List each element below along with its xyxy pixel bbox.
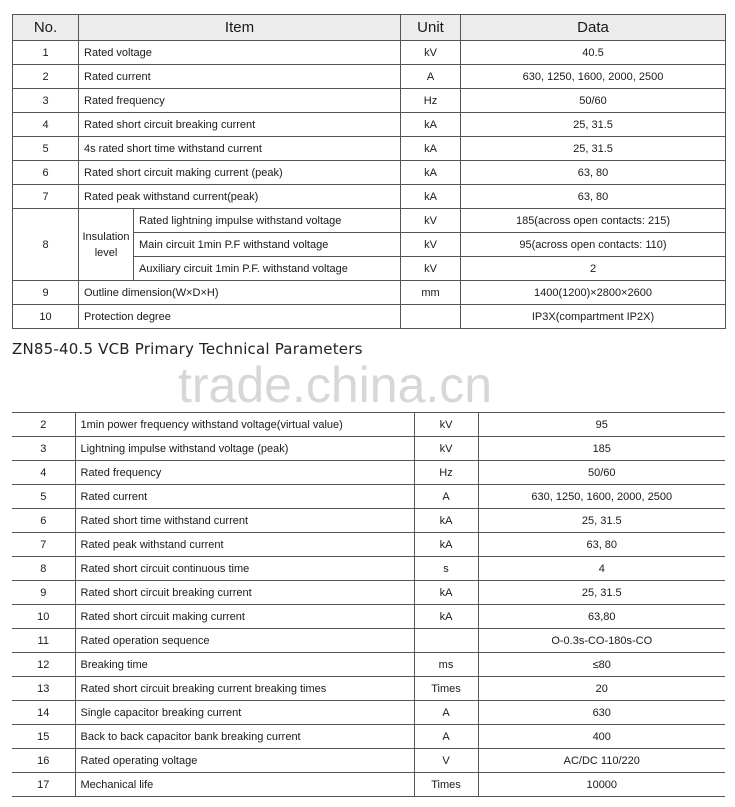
table-row <box>13 89 726 113</box>
row-unit: A <box>414 725 478 749</box>
row-unit: kA <box>401 161 461 185</box>
row-no: 4 <box>13 113 79 137</box>
row-no: 14 <box>12 701 75 725</box>
row-item: Rated peak withstand current <box>75 533 414 557</box>
row-unit: kV <box>401 257 461 281</box>
parameters-table-1 <box>12 14 726 329</box>
row-no: 7 <box>12 533 75 557</box>
row-item: Mechanical life <box>75 773 414 797</box>
row-data: 25, 31.5 <box>461 137 726 161</box>
row-data: ≤80 <box>478 653 725 677</box>
row-data: 1400(1200)×2800×2600 <box>461 281 726 305</box>
row-no: 10 <box>13 305 79 329</box>
table-header-row <box>13 15 726 41</box>
row-unit: kA <box>414 509 478 533</box>
row-item: Rated lightning impulse withstand voltage <box>134 209 401 233</box>
row-unit: kV <box>401 233 461 257</box>
row-no: 5 <box>12 485 75 509</box>
table-row <box>13 281 726 305</box>
row-item: Auxiliary circuit 1min P.F. withstand voltage <box>134 257 401 281</box>
row-unit: kA <box>414 581 478 605</box>
row-no: 8 <box>12 557 75 581</box>
row-data: 630 <box>478 701 725 725</box>
row-item: Rated frequency <box>79 89 401 113</box>
row-unit: kV <box>414 413 478 437</box>
row-data: 630, 1250, 1600, 2000, 2500 <box>461 65 726 89</box>
row-unit: A <box>401 65 461 89</box>
row-no: 10 <box>12 605 75 629</box>
table-row <box>12 485 725 509</box>
row-no: 2 <box>12 413 75 437</box>
row-item: Single capacitor breaking current <box>75 701 414 725</box>
row-item: Rated short time withstand current <box>75 509 414 533</box>
row-no: 9 <box>12 581 75 605</box>
row-unit: kV <box>414 437 478 461</box>
table-row <box>13 65 726 89</box>
table-row <box>13 41 726 65</box>
row-item: Rated current <box>79 65 401 89</box>
row-unit: A <box>414 485 478 509</box>
row-item: Protection degree <box>79 305 401 329</box>
table-row <box>12 461 725 485</box>
row-data: 50/60 <box>478 461 725 485</box>
parameters-table-2 <box>12 412 725 797</box>
row-data: 4 <box>478 557 725 581</box>
table-row <box>12 629 725 653</box>
row-data: 20 <box>478 677 725 701</box>
row-unit: Times <box>414 677 478 701</box>
row-item: Rated short circuit making current <box>75 605 414 629</box>
row-data: 25, 31.5 <box>478 581 725 605</box>
table-row <box>13 185 726 209</box>
row-no: 13 <box>12 677 75 701</box>
table-row <box>12 701 725 725</box>
row-data: 400 <box>478 725 725 749</box>
row-unit: kV <box>401 209 461 233</box>
row-item: Back to back capacitor bank breaking current <box>75 725 414 749</box>
row-no: 3 <box>13 89 79 113</box>
row-item: Main circuit 1min P.F withstand voltage <box>134 233 401 257</box>
header-no: No. <box>13 15 79 41</box>
table-row <box>12 605 725 629</box>
row-data: 25, 31.5 <box>478 509 725 533</box>
row-no: 6 <box>12 509 75 533</box>
row-item: Rated short circuit continuous time <box>75 557 414 581</box>
row-no: 17 <box>12 773 75 797</box>
table-row <box>12 437 725 461</box>
table-row <box>13 161 726 185</box>
row-data: 10000 <box>478 773 725 797</box>
row-item: 4s rated short time withstand current <box>79 137 401 161</box>
table-row <box>12 509 725 533</box>
insulation-level-label: Insulation level <box>79 209 134 281</box>
table-row <box>12 677 725 701</box>
row-unit <box>414 629 478 653</box>
row-no: 12 <box>12 653 75 677</box>
table-row <box>13 209 726 233</box>
table-row <box>13 137 726 161</box>
row-data: 630, 1250, 1600, 2000, 2500 <box>478 485 725 509</box>
row-item: Rated operating voltage <box>75 749 414 773</box>
row-data: 2 <box>461 257 726 281</box>
row-data: AC/DC 110/220 <box>478 749 725 773</box>
row-unit: A <box>414 701 478 725</box>
row-unit: mm <box>401 281 461 305</box>
header-unit: Unit <box>401 15 461 41</box>
row-unit: kA <box>401 137 461 161</box>
row-item: Rated voltage <box>79 41 401 65</box>
row-unit: Times <box>414 773 478 797</box>
table-row <box>12 773 725 797</box>
row-unit: ms <box>414 653 478 677</box>
row-item: Breaking time <box>75 653 414 677</box>
row-item: Lightning impulse withstand voltage (peak) <box>75 437 414 461</box>
row-no: 8 <box>13 209 79 281</box>
row-data: 25, 31.5 <box>461 113 726 137</box>
row-unit: Hz <box>401 89 461 113</box>
row-data: 40.5 <box>461 41 726 65</box>
row-no: 16 <box>12 749 75 773</box>
row-no: 4 <box>12 461 75 485</box>
row-data: 63, 80 <box>461 161 726 185</box>
row-no: 11 <box>12 629 75 653</box>
row-unit: Hz <box>414 461 478 485</box>
row-no: 9 <box>13 281 79 305</box>
row-unit: V <box>414 749 478 773</box>
table-row <box>12 749 725 773</box>
row-no: 1 <box>13 41 79 65</box>
table-row <box>13 305 726 329</box>
watermark: trade.china.cn <box>178 357 493 413</box>
header-data: Data <box>461 15 726 41</box>
row-data: O-0.3s-CO-180s-CO <box>478 629 725 653</box>
table-row <box>13 113 726 137</box>
section-title: ZN85-40.5 VCB Primary Technical Parameters <box>12 340 363 358</box>
row-item: Rated operation sequence <box>75 629 414 653</box>
row-data: 50/60 <box>461 89 726 113</box>
row-item: Rated short circuit breaking current breaking times <box>75 677 414 701</box>
row-no: 3 <box>12 437 75 461</box>
row-item: 1min power frequency withstand voltage(virtual value) <box>75 413 414 437</box>
row-data: 185 <box>478 437 725 461</box>
row-no: 15 <box>12 725 75 749</box>
row-no: 5 <box>13 137 79 161</box>
row-unit: kA <box>401 113 461 137</box>
row-item: Rated peak withstand current(peak) <box>79 185 401 209</box>
row-data: 63, 80 <box>461 185 726 209</box>
table-row <box>12 557 725 581</box>
table-row <box>12 725 725 749</box>
row-unit: kA <box>401 185 461 209</box>
table-row <box>12 581 725 605</box>
row-item: Rated short circuit making current (peak) <box>79 161 401 185</box>
row-data: 95(across open contacts: 110) <box>461 233 726 257</box>
row-unit: s <box>414 557 478 581</box>
row-data: 63,80 <box>478 605 725 629</box>
table-row <box>12 413 725 437</box>
header-item: Item <box>79 15 401 41</box>
row-unit: kV <box>401 41 461 65</box>
row-item: Rated short circuit breaking current <box>75 581 414 605</box>
row-no: 7 <box>13 185 79 209</box>
table-row <box>12 653 725 677</box>
row-unit <box>401 305 461 329</box>
row-unit: kA <box>414 605 478 629</box>
row-data: 95 <box>478 413 725 437</box>
row-item: Outline dimension(W×D×H) <box>79 281 401 305</box>
row-data: IP3X(compartment IP2X) <box>461 305 726 329</box>
row-data: 63, 80 <box>478 533 725 557</box>
row-no: 6 <box>13 161 79 185</box>
row-item: Rated short circuit breaking current <box>79 113 401 137</box>
row-unit: kA <box>414 533 478 557</box>
table-row <box>12 533 725 557</box>
row-no: 2 <box>13 65 79 89</box>
row-data: 185(across open contacts: 215) <box>461 209 726 233</box>
row-item: Rated frequency <box>75 461 414 485</box>
row-item: Rated current <box>75 485 414 509</box>
